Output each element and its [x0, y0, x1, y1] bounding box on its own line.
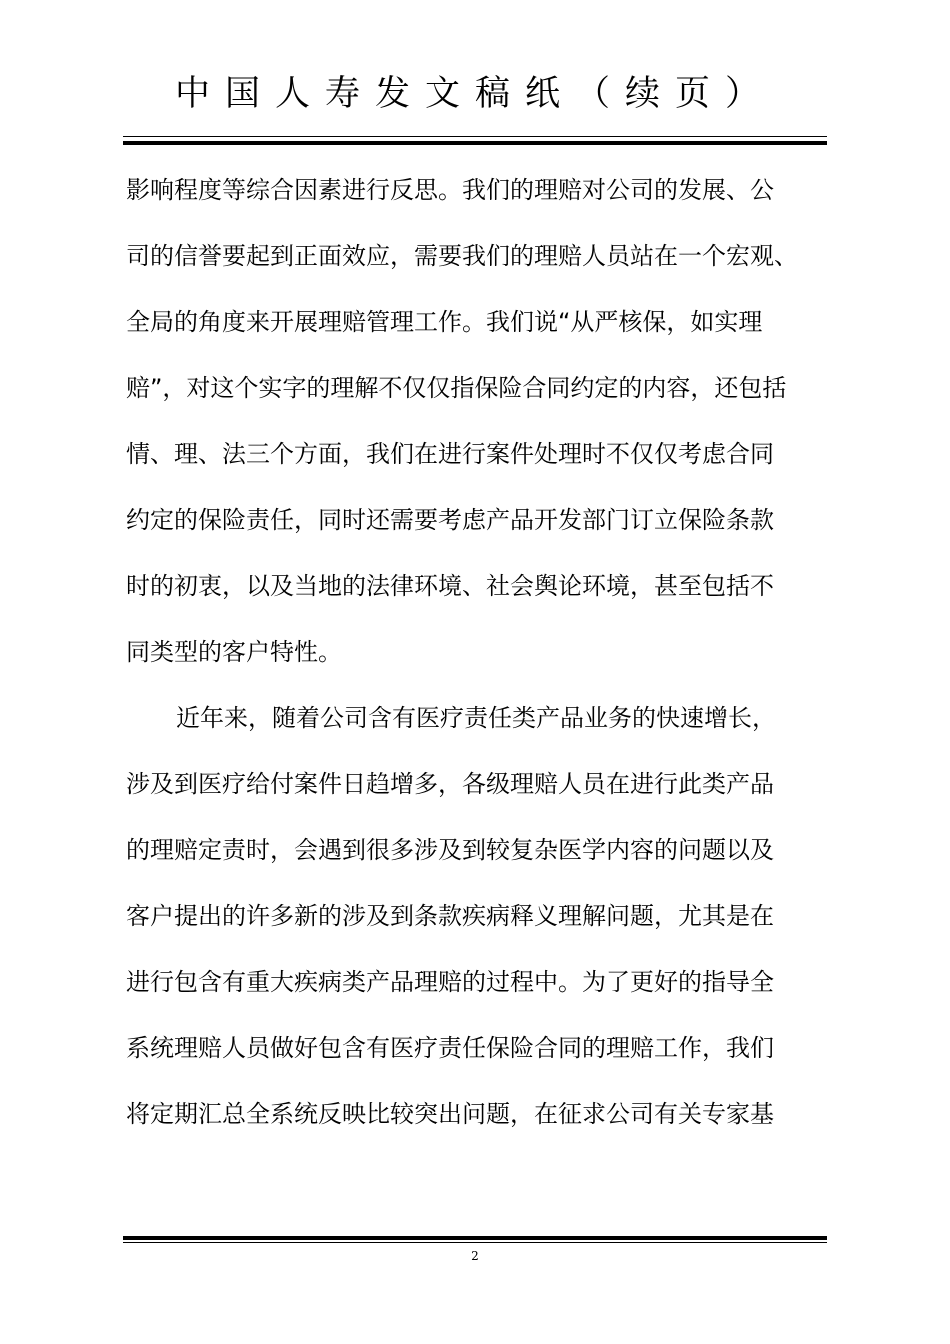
body-line: 的理赔定责时，会遇到很多涉及到较复杂医学内容的问题以及	[126, 836, 774, 864]
footer-rule-thin	[123, 1242, 827, 1243]
body-line: 全局的角度来开展理赔管理工作。我们说“从严核保，如实理	[126, 308, 763, 336]
body-line: 约定的保险责任，同时还需要考虑产品开发部门订立保险条款	[126, 506, 774, 534]
body-line: 客户提出的许多新的涉及到条款疾病释义理解问题，尤其是在	[126, 902, 774, 930]
body-line: 进行包含有重大疾病类产品理赔的过程中。为了更好的指导全	[126, 968, 774, 996]
body-line: 将定期汇总全系统反映比较突出问题，在征求公司有关专家基	[126, 1100, 774, 1128]
body-line: 情、理、法三个方面，我们在进行案件处理时不仅仅考虑合同	[126, 440, 774, 468]
header-rule-thin	[123, 136, 827, 137]
body-line: 系统理赔人员做好包含有医疗责任保险合同的理赔工作，我们	[126, 1034, 774, 1062]
paragraph-first-line: 近年来，随着公司含有医疗责任类产品业务的快速增长，	[176, 704, 776, 732]
body-line: 时的初衷，以及当地的法律环境、社会舆论环境，甚至包括不	[126, 572, 774, 600]
footer-rule-thick	[123, 1236, 827, 1240]
body-line: 影响程度等综合因素进行反思。我们的理赔对公司的发展、公	[126, 176, 774, 204]
body-line: 同类型的客户特性。	[126, 638, 342, 666]
body-line: 司的信誉要起到正面效应，需要我们的理赔人员站在一个宏观、	[126, 242, 798, 270]
body-line: 赔”，对这个实字的理解不仅仅指保险合同约定的内容，还包括	[126, 374, 787, 402]
page-number: 2	[471, 1249, 479, 1263]
page-title: 中国人寿发文稿纸（续页）	[174, 74, 775, 114]
header-rule-thick	[123, 141, 827, 145]
document-body	[126, 157, 826, 1147]
body-line: 涉及到医疗给付案件日趋增多，各级理赔人员在进行此类产品	[126, 770, 774, 798]
